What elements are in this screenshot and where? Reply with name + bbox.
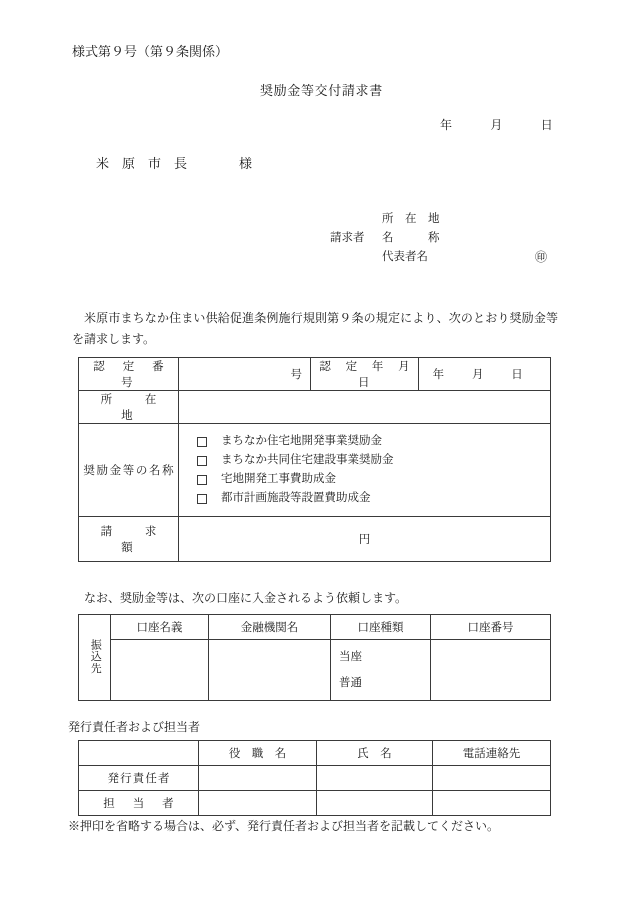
claim-amount-value-cell[interactable] (179, 517, 551, 562)
checkbox-icon-2[interactable] (197, 456, 207, 466)
body-paragraph: 米原市まちなか住まい供給促進条例施行規則第９条の規定により、次のとおり奨励金等を請求します。 (72, 311, 558, 346)
requester-name-label: 名 称 (382, 232, 440, 244)
requester-representative-row (330, 248, 460, 267)
bank-vertical-label: 振込先 (89, 638, 102, 674)
subsidy-option-3[interactable] (197, 470, 550, 489)
bank-account-type-options (331, 640, 431, 701)
bank-value-account-number[interactable] (431, 640, 551, 701)
footnote-text: ※押印を省略する場合は、必ず、発行責任者および担当者を記載してください。 (68, 819, 500, 833)
certification-date-value-cell[interactable] (419, 358, 551, 391)
certification-number-suffix: 号 (290, 369, 302, 381)
requester-tag: 請求者 (330, 232, 365, 244)
requester-address-row (330, 210, 460, 229)
requester-representative-label: 代表者名 (382, 251, 428, 263)
certification-number-value-cell[interactable] (179, 358, 311, 391)
table-row-location (79, 391, 551, 424)
subsidy-option-label-4: 都市計画施設等設置費助成金 (221, 492, 371, 504)
requester-block (330, 210, 548, 267)
person-responsible-position[interactable] (199, 766, 317, 791)
person-header-blank (79, 741, 199, 766)
bank-header-account-number: 口座番号 (431, 615, 551, 640)
person-header-name: 氏 名 (317, 741, 433, 766)
main-form-table (78, 357, 551, 562)
subsidy-option-label-3: 宅地開発工事費助成金 (221, 473, 336, 485)
form-number: 様式第９号（第９条関係） (72, 44, 229, 59)
person-contact-name[interactable] (317, 791, 433, 816)
claim-amount-label: 請 求 額 (79, 517, 179, 562)
seal-icon: ㊞ (535, 250, 548, 264)
person-row-label-responsible: 発行責任者 (79, 766, 199, 791)
person-responsible-name[interactable] (317, 766, 433, 791)
certification-date-parts (419, 366, 537, 382)
bank-value-account-name[interactable] (111, 640, 209, 701)
bank-vertical-label-cell (79, 615, 111, 701)
document-title: 奨励金等交付請求書 (260, 83, 383, 98)
bank-table-header-row (79, 615, 551, 640)
location-label: 所 在 地 (79, 391, 179, 424)
subsidy-option-label-2: まちなか共同住宅建設事業奨励金 (221, 454, 394, 466)
table-row (79, 791, 551, 816)
bank-header-account-name: 口座名義 (111, 615, 209, 640)
bank-intro-text: なお、奨励金等は、次の口座に入金されるよう依頼します。 (84, 591, 408, 605)
table-row-certification (79, 358, 551, 391)
addressee-line: 米 原 市 長 様 (96, 156, 253, 171)
requester-name-row (330, 229, 460, 248)
person-header-position: 役 職 名 (199, 741, 317, 766)
person-section-heading: 発行責任者および担当者 (68, 720, 201, 734)
subsidy-option-4[interactable] (197, 489, 550, 508)
certification-date-day: 日 (511, 369, 524, 381)
claim-amount-unit: 円 (358, 534, 371, 546)
table-row-subsidy-name (79, 424, 551, 517)
bank-account-table (78, 614, 551, 701)
location-value[interactable] (179, 391, 551, 424)
subsidy-option-1[interactable] (197, 432, 550, 451)
person-row-label-contact: 担 当 者 (79, 791, 199, 816)
subsidy-option-2[interactable] (197, 451, 550, 470)
person-responsible-phone[interactable] (433, 766, 551, 791)
checkbox-icon-3[interactable] (197, 475, 207, 485)
bank-table-value-row (79, 640, 551, 701)
subsidy-options-cell (179, 424, 551, 517)
bank-header-account-type: 口座種類 (331, 615, 431, 640)
account-type-option-2[interactable]: 普通 (339, 677, 362, 689)
person-table-header-row (79, 741, 551, 766)
bank-header-institution: 金融機関名 (209, 615, 331, 640)
certification-number-label: 認 定 番 号 (79, 358, 179, 391)
person-contact-position[interactable] (199, 791, 317, 816)
table-row (79, 766, 551, 791)
certification-date-year: 年 (432, 369, 445, 381)
person-header-phone: 電話連絡先 (433, 741, 551, 766)
subsidy-option-label-1: まちなか住宅地開発事業奨励金 (221, 435, 382, 447)
person-contact-phone[interactable] (433, 791, 551, 816)
bank-value-institution[interactable] (209, 640, 331, 701)
table-row-claim-amount (79, 517, 551, 562)
checkbox-icon-4[interactable] (197, 494, 207, 504)
checkbox-icon-1[interactable] (197, 437, 207, 447)
requester-address-label: 所 在 地 (382, 213, 440, 225)
account-type-option-1[interactable]: 当座 (339, 651, 362, 663)
person-in-charge-table (78, 740, 551, 816)
date-line: 年 月 日 (440, 118, 554, 132)
certification-date-month: 月 (471, 369, 485, 381)
subsidy-name-label: 奨励金等の名称 (79, 424, 179, 517)
certification-date-label: 認 定 年 月 日 (311, 358, 419, 391)
